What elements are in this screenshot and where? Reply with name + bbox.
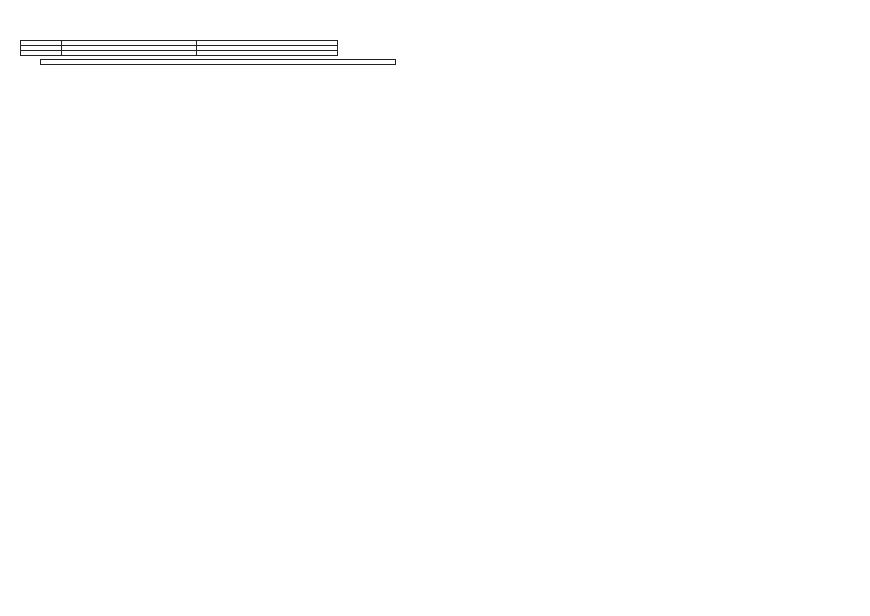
table-cell xyxy=(62,51,197,56)
table-cell xyxy=(197,51,338,56)
agreement-box xyxy=(40,59,396,65)
answer-space[interactable] xyxy=(446,49,859,115)
left-column xyxy=(14,38,427,68)
question-15 xyxy=(14,40,427,56)
question-16 xyxy=(14,59,427,65)
right-column xyxy=(446,46,859,164)
treaty-table xyxy=(20,40,338,56)
table-cell xyxy=(21,51,62,56)
table-row xyxy=(21,51,338,56)
answer-space[interactable] xyxy=(446,118,859,154)
